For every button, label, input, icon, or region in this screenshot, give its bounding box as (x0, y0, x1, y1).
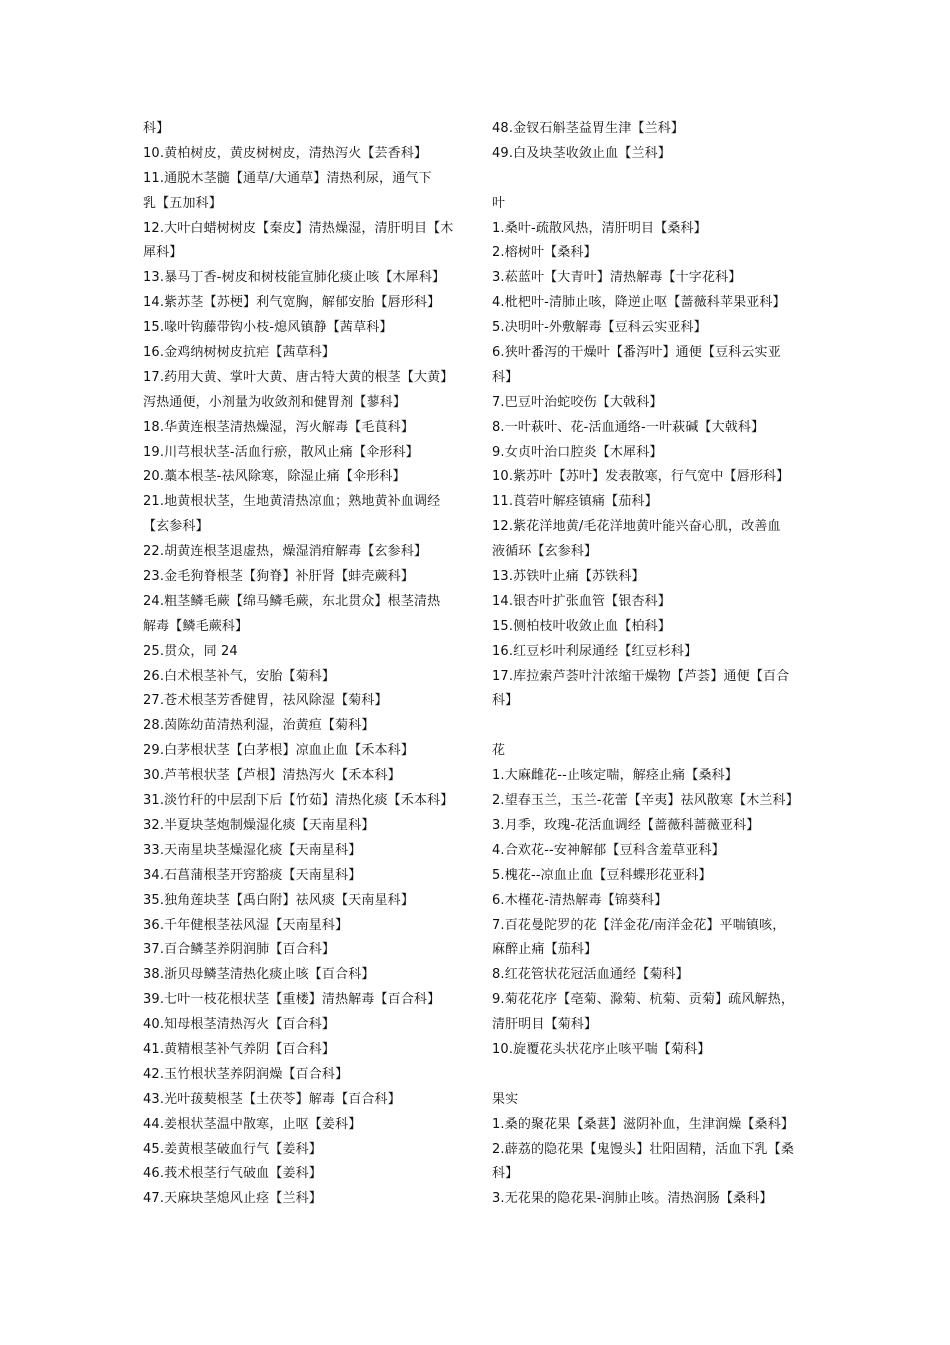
text-line: 果实 (492, 1091, 519, 1107)
text-line: 21.地黄根状茎，生地黄清热凉血；熟地黄补血调经 (143, 494, 441, 510)
text-line: 液循环【玄参科】 (492, 544, 598, 560)
text-line: 28.茵陈幼苗清热利湿，治黄疸【菊科】 (143, 718, 375, 734)
text-line: 37.百合鳞茎养阴润肺【百合科】 (143, 942, 336, 958)
text-line: 35.独角莲块茎【禹白附】祛风痰【天南星科】 (143, 892, 414, 908)
text-line: 19.川芎根状茎-活血行瘀，散风止痛【伞形科】 (143, 444, 419, 460)
text-line: 31.淡竹秆的中层刮下后【竹茹】清热化痰【禾本科】 (143, 793, 454, 809)
text-line: 15.侧柏枝叶收敛止血【柏科】 (492, 618, 671, 634)
text-line: 11.莨菪叶解痉镇痛【茄科】 (492, 494, 658, 510)
text-line: 20.藁本根茎-祛风除寒，除湿止痛【伞形科】 (143, 469, 406, 485)
text-line: 17.库拉索芦荟叶汁浓缩干燥物【芦荟】通便【百合 (492, 668, 790, 684)
blank-line (492, 1063, 814, 1088)
text-line: 16.金鸡纳树树皮抗疟【茜草科】 (143, 345, 336, 361)
text-line: 14.银杏叶扩张血管【银杏科】 (492, 593, 671, 609)
text-line: 32.半夏块茎炮制燥湿化痰【天南星科】 (143, 817, 375, 833)
text-line: 8.一叶萩叶、花-活血通络-一叶萩碱【大戟科】 (492, 419, 765, 435)
text-line: 47.天麻块茎熄风止痉【兰科】 (143, 1191, 322, 1207)
text-line: 48.金钗石斛茎益胃生津【兰科】 (492, 121, 685, 136)
text-line: 叶 (492, 195, 506, 211)
text-line: 12.大叶白蜡树树皮【秦皮】清热燥湿，清肝明目【木 (143, 220, 454, 236)
text-line: 15.喙叶钩藤带钩小枝-熄风镇静【茜草科】 (143, 320, 393, 336)
text-line: 14.紫苏茎【苏梗】利气宽胸，解郁安胎【唇形科】 (143, 295, 441, 311)
text-line: 34.石菖蒲根茎开窍豁痰【天南星科】 (143, 867, 362, 883)
text-line: 犀科】 (143, 245, 183, 261)
text-line: 泻热通便，小剂量为收敛剂和健胃剂【蓼科】 (143, 394, 407, 410)
text-line: 43.光叶菝葜根茎【土茯苓】解毒【百合科】 (143, 1091, 401, 1107)
text-line: 27.苍术根茎芳香健胃，祛风除湿【菊科】 (143, 693, 388, 709)
text-line: 46.莪术根茎行气破血【姜科】 (143, 1166, 322, 1182)
text-line: 23.金毛狗脊根茎【狗脊】补肝肾【蚌壳蕨科】 (143, 569, 414, 585)
text-line: 16.红豆杉叶利尿通经【红豆杉科】 (492, 643, 698, 659)
text-line: 科】 (143, 121, 170, 136)
text-line: 科】 (492, 693, 519, 709)
text-line: 30.芦苇根状茎【芦根】清热泻火【禾本科】 (143, 768, 401, 784)
text-line: 25.贯众，同 24 (143, 643, 238, 659)
text-line: 1.桑的聚花果【桑葚】滋阴补血，生津润燥【桑科】 (492, 1116, 795, 1132)
text-line: 4.合欢花--安神解郁【豆科含羞草亚科】 (492, 842, 725, 858)
text-line: 9.菊花花序【亳菊、滁菊、杭菊、贡菊】疏风解热， (492, 992, 795, 1008)
text-line: 10.旋覆花头状花序止咳平喘【菊科】 (492, 1041, 711, 1057)
left-text-column (143, 117, 465, 1212)
text-line: 42.玉竹根状茎养阴润燥【百合科】 (143, 1066, 349, 1082)
text-line: 8.红花管状花冠活血通经【菊科】 (492, 967, 689, 983)
text-line: 49.白及块茎收敛止血【兰科】 (492, 145, 671, 161)
text-line: 41.黄精根茎补气养阴【百合科】 (143, 1041, 336, 1057)
text-line: 12.紫花洋地黄/毛花洋地黄叶能兴奋心肌，改善血 (492, 519, 781, 535)
text-line: 6.木槿花-清热解毒【锦葵科】 (492, 892, 668, 908)
text-line: 40.知母根茎清热泻火【百合科】 (143, 1017, 336, 1033)
text-line: 花 (492, 743, 506, 759)
blank-line (492, 167, 814, 192)
text-line: 33.天南星块茎燥湿化痰【天南星科】 (143, 842, 362, 858)
text-line: 10.紫苏叶【苏叶】发表散寒，行气宽中【唇形科】 (492, 469, 790, 485)
text-line: 乳【五加科】 (143, 195, 222, 211)
text-line: 26.白术根茎补气，安胎【菊科】 (143, 668, 336, 684)
text-line: 17.药用大黄、掌叶大黄、唐古特大黄的根茎【大黄】 (143, 369, 454, 385)
text-line: 7.巴豆叶治蛇咬伤【大戟科】 (492, 394, 663, 410)
text-line: 2.薜荔的隐花果【鬼馒头】壮阳固精，活血下乳【桑 (492, 1141, 795, 1157)
text-line: 麻醉止痛【茄科】 (492, 942, 598, 958)
text-line: 科】 (492, 1166, 519, 1182)
text-line: 11.通脱木茎髓【通草/大通草】清热利尿，通气下 (143, 170, 432, 186)
text-line: 10.黄柏树皮，黄皮树树皮，清热泻火【芸香科】 (143, 145, 428, 161)
text-line: 3.月季，玫瑰-花活血调经【蔷薇科蔷薇亚科】 (492, 817, 760, 833)
text-line: 38.浙贝母鳞茎清热化痰止咳【百合科】 (143, 967, 375, 983)
text-line: 2.榕树叶【桑科】 (492, 245, 597, 261)
blank-line (492, 714, 814, 739)
text-line: 39.七叶一枝花根状茎【重楼】清热解毒【百合科】 (143, 992, 441, 1008)
text-line: 7.百花曼陀罗的花【洋金花/南洋金花】平喘镇咳， (492, 917, 786, 933)
text-line: 18.华黄连根茎清热燥湿，泻火解毒【毛茛科】 (143, 419, 414, 435)
text-line: 1.大麻雌花--止咳定喘，解痉止痛【桑科】 (492, 768, 738, 784)
text-line: 科】 (492, 369, 519, 385)
text-line: 44.姜根状茎温中散寒，止呕【姜科】 (143, 1116, 362, 1132)
text-line: 13.苏铁叶止痛【苏铁科】 (492, 569, 645, 585)
text-line: 9.女贞叶治口腔炎【木犀科】 (492, 444, 663, 460)
text-line: 5.槐花--凉血止血【豆科蝶形花亚科】 (492, 867, 712, 883)
text-line: 清肝明目【菊科】 (492, 1017, 598, 1033)
text-line: 5.决明叶-外敷解毒【豆科云实亚科】 (492, 320, 707, 336)
text-line: 6.狭叶番泻的干燥叶【番泻叶】通便【豆科云实亚 (492, 345, 781, 361)
text-line: 13.暴马丁香-树皮和树枝能宣肺化痰止咳【木犀科】 (143, 270, 446, 286)
text-line: 4.枇杷叶-清肺止咳，降逆止呕【蔷薇科苹果亚科】 (492, 295, 786, 311)
text-line: 22.胡黄连根茎退虚热，燥湿消疳解毒【玄参科】 (143, 544, 428, 560)
text-line: 36.千年健根茎祛风湿【天南星科】 (143, 917, 349, 933)
right-text-column (492, 117, 814, 1212)
text-line: 解毒【鳞毛蕨科】 (143, 618, 249, 634)
text-line: 3.菘蓝叶【大青叶】清热解毒【十字花科】 (492, 270, 742, 286)
text-line: 2.望春玉兰，玉兰-花蕾【辛夷】祛风散寒【木兰科】 (492, 793, 799, 809)
text-line: 【玄参科】 (143, 519, 209, 535)
text-line: 29.白茅根状茎【白茅根】凉血止血【禾本科】 (143, 743, 414, 759)
text-line: 45.姜黄根茎破血行气【姜科】 (143, 1141, 322, 1157)
text-line: 24.粗茎鳞毛蕨【绵马鳞毛蕨，东北贯众】根茎清热 (143, 593, 441, 609)
text-line: 3.无花果的隐花果-润肺止咳。清热润肠【桑科】 (492, 1191, 773, 1207)
text-line: 1.桑叶-疏散风热，清肝明目【桑科】 (492, 220, 707, 236)
